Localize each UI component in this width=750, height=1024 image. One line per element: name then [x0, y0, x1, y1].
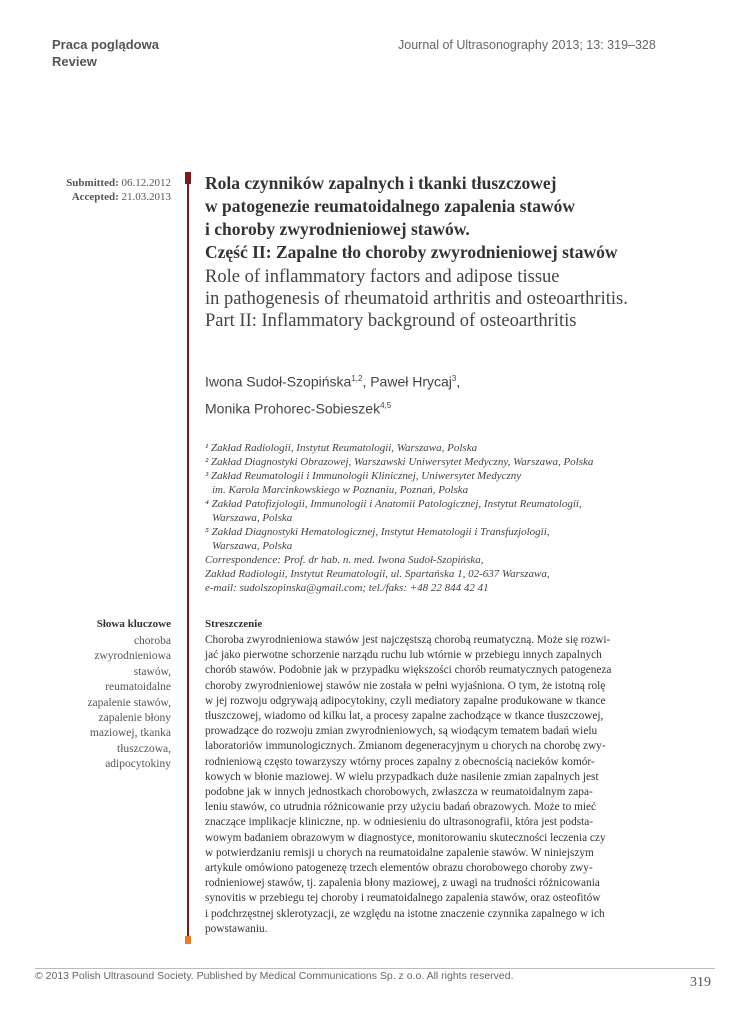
- authors: Iwona Sudoł-Szopińska$^{1,2}$, Paweł Hrycaj$^3$, Monika Prohorec-Sobieszek$^{4,5}$: [205, 373, 461, 417]
- submission-dates: [20, 176, 171, 204]
- title-english: [205, 266, 725, 332]
- article-type: [52, 36, 159, 70]
- correspondence-line: Correspondence: Prof. dr hab. n. med. Iwona Sudoł-Szopińska,: [205, 554, 484, 566]
- abstract-line: w jej rozwoju odgrywają adipocytokiny, czyli mediatory zapalne produkowane w tkance: [205, 694, 606, 707]
- author-affiliation-ref: 3: [451, 374, 457, 383]
- author-affiliation-ref: 1,2: [351, 374, 363, 383]
- affiliation-line: Warszawa, Polska: [212, 540, 293, 552]
- correspondence-line: e-mail: sudolszopinska@gmail.com; tel./faks: +48 22 844 42 41: [205, 582, 489, 594]
- submitted-label: Submitted:: [66, 177, 119, 189]
- abstract-line: wowym badaniem obrazowym w diagnostyce, monitorowaniu skuteczności leczenia czy: [205, 831, 606, 844]
- affiliation-line: ¹ Zakład Radiologii, Instytut Reumatologii, Warszawa, Polska: [205, 442, 478, 454]
- abstract-line: Choroba zwyrodnieniowa stawów jest najczęstszą chorobą reumatyczną. Może się rozwi-: [205, 634, 611, 646]
- abstract-line: podobne jak w innych jednostkach chorobowych, zwłaszcza w reumatoidalnym zapa-: [205, 786, 593, 799]
- affiliation-line: Warszawa, Polska: [212, 512, 293, 524]
- keywords-list: [20, 634, 171, 773]
- abstract-line: kowych w błonie maziowej. W wielu przypadkach duże nasilenie zmian zapalnych jest: [205, 770, 599, 783]
- submitted-date: 06.12.2012: [121, 177, 171, 189]
- keyword-line: zapalenie błony: [98, 712, 171, 725]
- article-type-pl: Praca poglądowa: [52, 37, 159, 52]
- correspondence-line: Zakład Radiologii, Instytut Reumatologii, ul. Spartańska 1, 02-637 Warszawa,: [205, 568, 550, 580]
- abstract-line: jać jako pierwotne schorzenie narządu ruchu lub wtórnie w przebiegu innych zapalnych: [205, 649, 602, 662]
- title-pl-line: w patogenezie reumatoidalnego zapalenia stawów: [205, 196, 576, 216]
- abstract-line: chorób stawów. Podobnie jak w przypadku większości chorób reumatycznych patogeneza: [205, 664, 612, 677]
- abstract-line: tłuszczowej, wiadomo od kilku lat, a procesy zapalne zachodzące w tkance tłuszczowej,: [205, 710, 604, 723]
- abstract-line: w potwierdzaniu remisji u chorych na reumatoidalne zapalenie stawów. W niniejszym: [205, 846, 594, 859]
- abstract-line: powstawaniu.: [205, 922, 268, 935]
- affiliation-line: ³ Zakład Reumatologii i Immunologii Klinicznej, Uniwersytet Medyczny: [205, 470, 522, 482]
- keyword-line: adipocytokiny: [105, 758, 171, 771]
- keyword-line: reumatoidalne: [105, 681, 171, 694]
- title-pl-line: i choroby zwyrodnieniowej stawów.: [205, 219, 470, 239]
- affiliation-line: ² Zakład Diagnostyki Obrazowej, Warszawski Uniwersytet Medyczny, Warszawa, Polska: [205, 456, 594, 468]
- affiliation-line: ⁵ Zakład Diagnostyki Hematologicznej, Instytut Hematologii i Transfuzjologii,: [205, 526, 550, 538]
- title-en-line: in pathogenesis of rheumatoid arthritis and osteoarthritis.: [205, 289, 628, 309]
- affiliations: [205, 441, 705, 595]
- keyword-line: stawów,: [133, 665, 171, 678]
- journal-reference: Journal of Ultrasonography 2013; 13: 319–328: [398, 38, 656, 52]
- author-name: Iwona Sudoł-Szopińska: [205, 373, 352, 390]
- keywords-title: Słowa kluczowe: [96, 618, 171, 630]
- title-en-line: Part II: Inflammatory background of osteoarthritis: [205, 311, 577, 331]
- affiliation-line: im. Karola Marcinkowskiego w Poznaniu, Poznań, Polska: [212, 484, 469, 496]
- title-en-line: Role of inflammatory factors and adipose tissue: [205, 267, 560, 287]
- keyword-line: maziowej, tkanka: [89, 727, 171, 740]
- footer-copyright: © 2013 Polish Ultrasound Society. Published by Medical Communications Sp. z o.o. All rights reserved.: [35, 970, 514, 982]
- rule-bottom-marker: [185, 936, 191, 944]
- affiliation-line: ⁴ Zakład Patofizjologii, Immunologii i Anatomii Patologicznej, Instytut Reumatologii,: [205, 498, 582, 510]
- abstract-body: [205, 633, 705, 937]
- abstract-line: znaczące implikacje kliniczne, np. w odniesieniu do ultrasonografii, która jest podsta-: [205, 816, 594, 829]
- accepted-label: Accepted:: [71, 191, 119, 203]
- keyword-line: zwyrodnieniowa: [94, 650, 171, 663]
- abstract-line: rodnieniowej stawów, tj. zapalenia błony maziowej, z uwagi na trudności różnicowania: [205, 877, 600, 890]
- vertical-rule: [187, 184, 189, 936]
- author-name: Paweł Hrycaj: [370, 373, 452, 390]
- author-name: Monika Prohorec-Sobieszek: [205, 400, 381, 417]
- title-pl-line: Część II: Zapalne tło choroby zwyrodnieniowej stawów: [205, 242, 618, 262]
- abstract-line: synovitis w przebiegu tej choroby i reumatoidalnego zapalenia stawów, oraz osteofitów: [205, 892, 601, 905]
- abstract-line: rodnieniową często towarzyszy wtórny proces zapalny z obecnością nacieków komór-: [205, 755, 595, 768]
- title-pl-line: Rola czynników zapalnych i tkanki tłuszczowej: [205, 173, 557, 193]
- page-number: 319: [690, 975, 711, 990]
- abstract-title: Streszczenie: [205, 618, 263, 630]
- abstract-line: laboratoriów immunologicznych. Zmianom degeneracyjnym u chorych na chorobę zwy-: [205, 740, 606, 753]
- keyword-line: choroba: [133, 635, 171, 647]
- abstract-line: choroby zwyrodnieniowej stawów nie została w pełni wyjaśniona. O tym, że istotną rolę: [205, 679, 606, 692]
- abstract-line: artykule omówiono patogenezę trzech elementów obrazu chorobowego choroby zwy-: [205, 862, 593, 875]
- abstract-line: leniu stawów, co utrudnia różnicowanie przy użyciu badań obrazowych. Może to mieć: [205, 801, 597, 814]
- article-type-en: Review: [52, 54, 97, 69]
- abstract-line: prowadzące do rozwoju zmian zwyrodnieniowych, są wiodącym tematem badań wielu: [205, 725, 598, 738]
- keyword-line: tłuszczowa,: [117, 742, 171, 755]
- footer-divider: [35, 968, 715, 969]
- accepted-date: 21.03.2013: [121, 191, 171, 203]
- abstract-line: i podchrzęstnej sklerotyzacji, ze względu na istotne znaczenie czynnika zapalnego w ich: [205, 907, 605, 920]
- author-affiliation-ref: 4,5: [380, 400, 392, 410]
- title-polish: [205, 172, 705, 264]
- rule-top-marker: [185, 172, 191, 184]
- keyword-line: zapalenie stawów,: [87, 696, 171, 709]
